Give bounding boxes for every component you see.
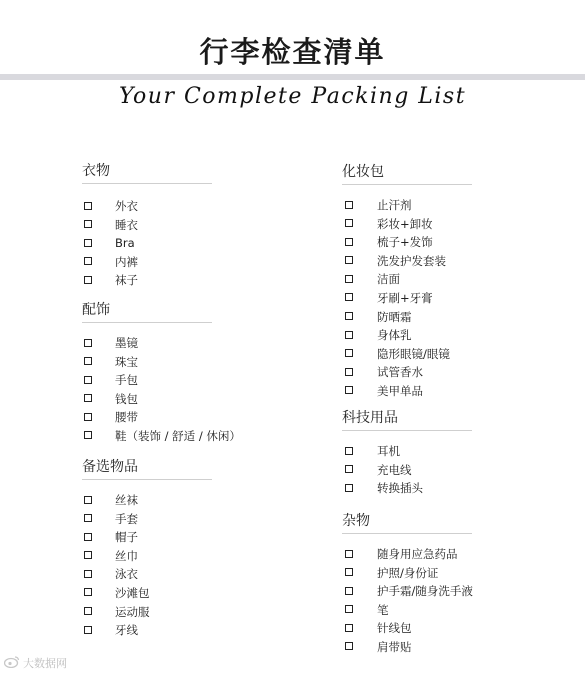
list-item (342, 638, 472, 657)
checkbox[interactable] (345, 587, 353, 595)
item-list (342, 196, 472, 401)
checkbox[interactable] (345, 624, 353, 632)
section-divider (342, 184, 472, 185)
item-label: 手包 (115, 373, 138, 388)
item-label: 针线包 (377, 621, 412, 636)
item-list (82, 334, 241, 446)
section-title: 杂物 (342, 513, 370, 529)
page-title: 行李检查清单 (199, 35, 386, 69)
item-label: 随身用应急药品 (377, 547, 458, 561)
checkbox[interactable] (84, 339, 92, 347)
list-item (82, 371, 212, 390)
item-label: 手套 (115, 511, 138, 526)
checkbox[interactable] (84, 626, 92, 634)
item-label: 身体乳 (377, 328, 412, 343)
checkbox[interactable] (345, 642, 353, 650)
list-item (82, 491, 212, 510)
checkbox[interactable] (345, 465, 353, 473)
list-item (342, 382, 472, 401)
item-label: 笔 (377, 602, 389, 617)
checkbox[interactable] (345, 550, 353, 558)
item-list (342, 545, 472, 657)
list-item (342, 564, 472, 583)
item-label: 洁面 (377, 272, 400, 287)
checkbox[interactable] (84, 257, 92, 265)
item-label: Bra (115, 236, 135, 251)
list-item (82, 408, 212, 427)
list-item (342, 345, 472, 364)
item-list (342, 442, 472, 498)
checkbox[interactable] (84, 551, 92, 559)
item-label: 珠宝 (115, 354, 138, 369)
checkbox[interactable] (84, 239, 92, 247)
list-item (82, 510, 212, 529)
item-label: 牙刷+牙膏 (377, 290, 433, 305)
list-item (342, 270, 472, 289)
weibo-icon (4, 655, 20, 671)
item-label: 隐形眼镜/眼镜 (377, 346, 450, 361)
checkbox[interactable] (84, 514, 92, 522)
checkbox[interactable] (345, 201, 353, 209)
checkbox[interactable] (84, 202, 92, 210)
item-label: 睡衣 (115, 217, 138, 232)
list-item (82, 621, 212, 640)
header-divider (0, 74, 585, 80)
list-item (342, 252, 472, 271)
list-item (342, 233, 472, 252)
list-item (82, 584, 212, 603)
item-label: 泳衣 (115, 567, 138, 582)
list-item (342, 461, 472, 480)
checkbox[interactable] (84, 394, 92, 402)
watermark (4, 655, 67, 671)
item-label: 耳机 (377, 444, 400, 458)
item-label: 梳子+发饰 (377, 235, 433, 250)
section-divider (342, 533, 472, 534)
item-label: 护手霜/随身洗手液 (377, 584, 473, 599)
list-item (82, 334, 212, 353)
item-label: 洗发护发套装 (377, 253, 446, 268)
checkbox[interactable] (84, 431, 92, 439)
section-optional-items (82, 456, 212, 640)
checkbox[interactable] (345, 447, 353, 455)
checkbox[interactable] (345, 568, 353, 576)
checkbox[interactable] (84, 276, 92, 284)
section-divider (82, 183, 212, 184)
item-label: 牙线 (115, 623, 138, 638)
section-title: 配饰 (82, 302, 110, 318)
list-item (82, 427, 241, 446)
section-title: 衣物 (82, 163, 110, 179)
checkbox[interactable] (345, 275, 353, 283)
list-item (82, 353, 212, 372)
checkbox[interactable] (345, 605, 353, 613)
checkbox[interactable] (345, 312, 353, 320)
checkbox[interactable] (345, 368, 353, 376)
item-label: 帽子 (115, 530, 138, 545)
item-label: 美甲单品 (377, 383, 423, 398)
checkbox[interactable] (84, 533, 92, 541)
list-item (342, 479, 472, 498)
list-item (82, 271, 212, 290)
watermark-text: 大数据网 (23, 657, 67, 670)
list-item (82, 234, 212, 253)
list-item (82, 547, 212, 566)
list-item (342, 545, 472, 564)
section-misc (342, 510, 472, 657)
section-divider (82, 322, 212, 323)
item-list (82, 197, 212, 290)
section-divider (342, 430, 472, 431)
list-item (82, 603, 212, 622)
list-item (342, 215, 472, 234)
checkbox[interactable] (84, 357, 92, 365)
item-label: 止汗剂 (377, 198, 412, 212)
checkbox[interactable] (345, 293, 353, 301)
item-label: 防晒霜 (377, 309, 412, 324)
section-toiletries (342, 161, 472, 401)
section-divider (82, 479, 212, 480)
checkbox[interactable] (345, 219, 353, 227)
list-item (342, 326, 472, 345)
item-label: 内裤 (115, 254, 138, 269)
checkbox[interactable] (345, 386, 353, 394)
section-accessories (82, 299, 241, 446)
item-label: 彩妆+卸妆 (377, 216, 433, 231)
item-label: 鞋（装饰 / 舒适 / 休闲） (115, 428, 241, 443)
checkbox[interactable] (84, 220, 92, 228)
list-item (82, 528, 212, 547)
checkbox[interactable] (345, 238, 353, 246)
list-item (82, 216, 212, 235)
item-label: 袜子 (115, 273, 138, 288)
item-label: 护照/身份证 (377, 565, 439, 580)
list-item (342, 619, 472, 638)
list-item (342, 308, 472, 327)
list-item (342, 363, 472, 382)
item-label: 肩带贴 (377, 639, 412, 654)
list-item (342, 442, 472, 461)
item-label: 墨镜 (115, 336, 138, 350)
list-item (82, 197, 212, 216)
list-item (342, 582, 472, 601)
item-label: 钱包 (115, 391, 138, 406)
checkbox[interactable] (84, 588, 92, 596)
item-label: 丝巾 (115, 548, 138, 563)
section-title: 科技用品 (342, 410, 398, 426)
list-item (342, 196, 472, 215)
list-item (82, 390, 212, 409)
item-label: 运动服 (115, 604, 150, 619)
checkbox[interactable] (84, 607, 92, 615)
item-label: 转换插头 (377, 481, 423, 496)
list-item (342, 601, 472, 620)
checkbox[interactable] (345, 256, 353, 264)
checkbox[interactable] (84, 496, 92, 504)
item-label: 外衣 (115, 199, 138, 213)
page-subtitle: Your Complete Packing List (118, 84, 467, 109)
item-list (82, 491, 212, 640)
section-title: 备选物品 (82, 459, 138, 475)
item-label: 沙滩包 (115, 585, 150, 600)
checkbox[interactable] (345, 331, 353, 339)
item-label: 腰带 (115, 410, 138, 425)
list-item (82, 253, 212, 272)
section-clothing (82, 160, 212, 290)
item-label: 丝袜 (115, 493, 138, 507)
section-title: 化妆包 (342, 164, 384, 180)
list-item (342, 289, 472, 308)
checkbox[interactable] (345, 349, 353, 357)
checkbox[interactable] (84, 413, 92, 421)
item-label: 试管香水 (377, 365, 423, 380)
checkbox[interactable] (84, 376, 92, 384)
list-item (82, 565, 212, 584)
item-label: 充电线 (377, 462, 412, 477)
checkbox[interactable] (345, 484, 353, 492)
checkbox[interactable] (84, 570, 92, 578)
section-tech-gear (342, 407, 472, 498)
